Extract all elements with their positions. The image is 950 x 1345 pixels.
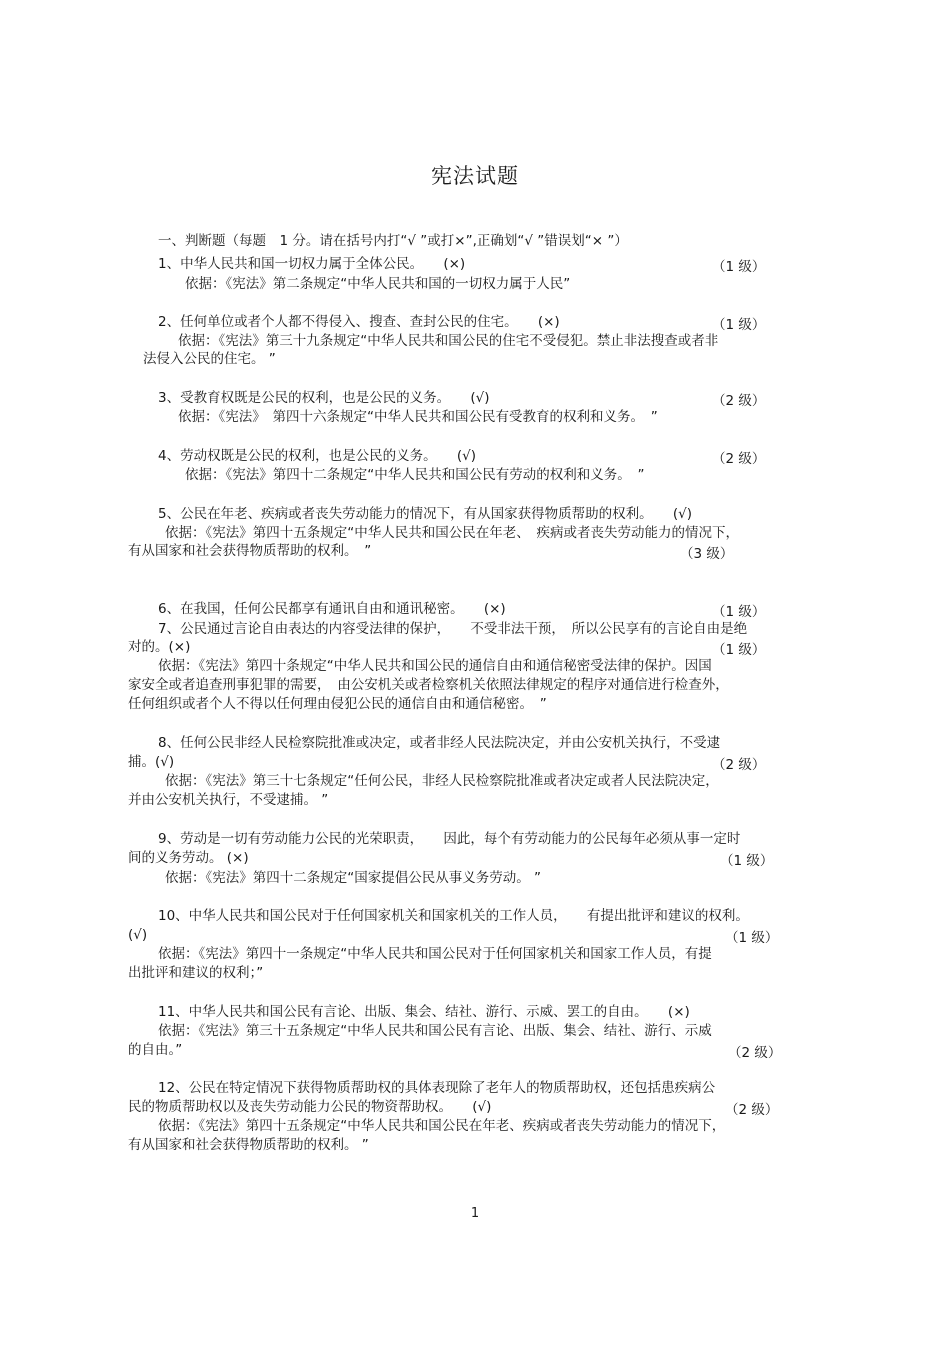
question-8: 捕。(√) xyxy=(128,754,175,770)
question-7-basis: 依据：《宪法》第四十条规定“中华人民共和国公民的通信自由和通信秘密受法律的保护。因国 xyxy=(158,658,712,674)
question-4-basis: 依据：《宪法》第四十二条规定“中华人民共和国公民有劳动的权利和义务。 ” xyxy=(185,467,645,483)
question-8: 8、任何公民非经人民检察院批准或决定，或者非经人民法院决定，并由公安机关执行，不受逮 xyxy=(158,735,721,751)
question-12-basis: 依据：《宪法》第四十五条规定“中华人民共和国公民在年老、疾病或者丧失劳动能力的情况下， xyxy=(158,1118,726,1134)
question-8-basis: 并由公安机关执行，不受逮捕。 ” xyxy=(128,792,329,808)
question-7-basis: 任何组织或者个人不得以任何理由侵犯公民的通信自由和通信秘密。 ” xyxy=(128,696,547,712)
question-4-level: （2 级） xyxy=(712,451,766,467)
question-9: 9、劳动是一切有劳动能力公民的光荣职责， 因此，每个有劳动能力的公民每年必须从事一定时 xyxy=(158,831,741,847)
question-6-level: （1 级） xyxy=(712,604,766,620)
question-5: 5、公民在年老、疾病或者丧失劳动能力的情况下，有从国家获得物质帮助的权利。 (√) xyxy=(158,506,692,522)
question-7: 对的。(×) xyxy=(128,639,191,655)
section-header: 一、判断题（每题 1 分。请在括号内打“√ ”或打×”,正确划“√ ”错误划“× ”） xyxy=(158,233,628,249)
question-3: 3、受教育权既是公民的权利，也是公民的义务。 (√) xyxy=(158,390,490,406)
question-8-level: （2 级） xyxy=(712,757,766,773)
question-3-level: （2 级） xyxy=(712,393,766,409)
question-1-basis: 依据：《宪法》第二条规定“中华人民共和国的一切权力属于人民” xyxy=(185,276,571,292)
question-5-level: （3 级） xyxy=(680,546,734,562)
question-7-basis: 家安全或者追查刑事犯罪的需要， 由公安机关或者检察机关依照法律规定的程序对通信进行检查外， xyxy=(128,677,729,693)
question-12: 民的物质帮助权以及丧失劳动能力公民的物资帮助权。 (√) xyxy=(128,1099,492,1115)
question-3-basis: 依据：《宪法》 第四十六条规定“中华人民共和国公民有受教育的权利和义务。 ” xyxy=(178,409,658,425)
question-1-level: （1 级） xyxy=(712,259,766,275)
question-5-basis: 有从国家和社会获得物质帮助的权利。 ” xyxy=(128,543,372,559)
question-5-basis: 依据：《宪法》第四十五条规定“中华人民共和国公民在年老、 疾病或者丧失劳动能力的情况下， xyxy=(165,525,739,541)
question-4: 4、劳动权既是公民的权利，也是公民的义务。 (√) xyxy=(158,448,476,464)
question-2-basis: 依据：《宪法》第三十九条规定“中华人民共和国公民的住宅不受侵犯。禁止非法搜查或者非 xyxy=(178,333,719,349)
question-10: (√) xyxy=(128,927,148,943)
question-11-basis: 依据：《宪法》第三十五条规定“中华人民共和国公民有言论、出版、集会、结社、游行、示威 xyxy=(158,1023,712,1039)
question-9-basis: 依据：《宪法》第四十二条规定“国家提倡公民从事义务劳动。 ” xyxy=(165,870,542,886)
question-2-basis: 法侵入公民的住宅。 ” xyxy=(143,351,276,367)
question-2-level: （1 级） xyxy=(712,317,766,333)
question-12-level: （2 级） xyxy=(725,1102,779,1118)
question-10-basis: 出批评和建议的权利；” xyxy=(128,965,264,981)
question-11: 11、中华人民共和国公民有言论、出版、集会、结社、游行、示威、罢工的自由。 (×) xyxy=(158,1004,690,1020)
question-7: 7、公民通过言论自由表达的内容受法律的保护， 不受非法干预， 所以公民享有的言论自由是绝 xyxy=(158,621,748,637)
question-7-level: （1 级） xyxy=(712,642,766,658)
question-2: 2、任何单位或者个人都不得侵入、搜查、查封公民的住宅。 (×) xyxy=(158,314,560,330)
question-10-basis: 依据：《宪法》第四十一条规定“中华人民共和国公民对于任何国家机关和国家工作人员，有提 xyxy=(158,946,712,962)
question-12-basis: 有从国家和社会获得物质帮助的权利。 ” xyxy=(128,1137,369,1153)
question-11-level: （2 级） xyxy=(728,1045,782,1061)
question-8-basis: 依据：《宪法》第三十七条规定“任何公民，非经人民检察院批准或者决定或者人民法院决定， xyxy=(165,773,719,789)
page-title: 宪法试题 xyxy=(431,164,519,188)
question-1: 1、中华人民共和国一切权力属于全体公民。 (×) xyxy=(158,256,466,272)
question-10: 10、中华人民共和国公民对于任何国家机关和国家机关的工作人员， 有提出批评和建议的权利。 xyxy=(158,908,749,924)
page-number: 1 xyxy=(470,1206,480,1221)
question-10-level: （1 级） xyxy=(725,930,779,946)
question-9-level: （1 级） xyxy=(720,853,774,869)
question-9: 间的义务劳动。 (×) xyxy=(128,850,249,866)
question-6: 6、在我国，任何公民都享有通讯自由和通讯秘密。 (×) xyxy=(158,601,506,617)
question-11-basis: 的自由。” xyxy=(128,1042,183,1058)
question-12: 12、公民在特定情况下获得物质帮助权的具体表现除了老年人的物质帮助权，还包括患疾病公 xyxy=(158,1080,716,1096)
